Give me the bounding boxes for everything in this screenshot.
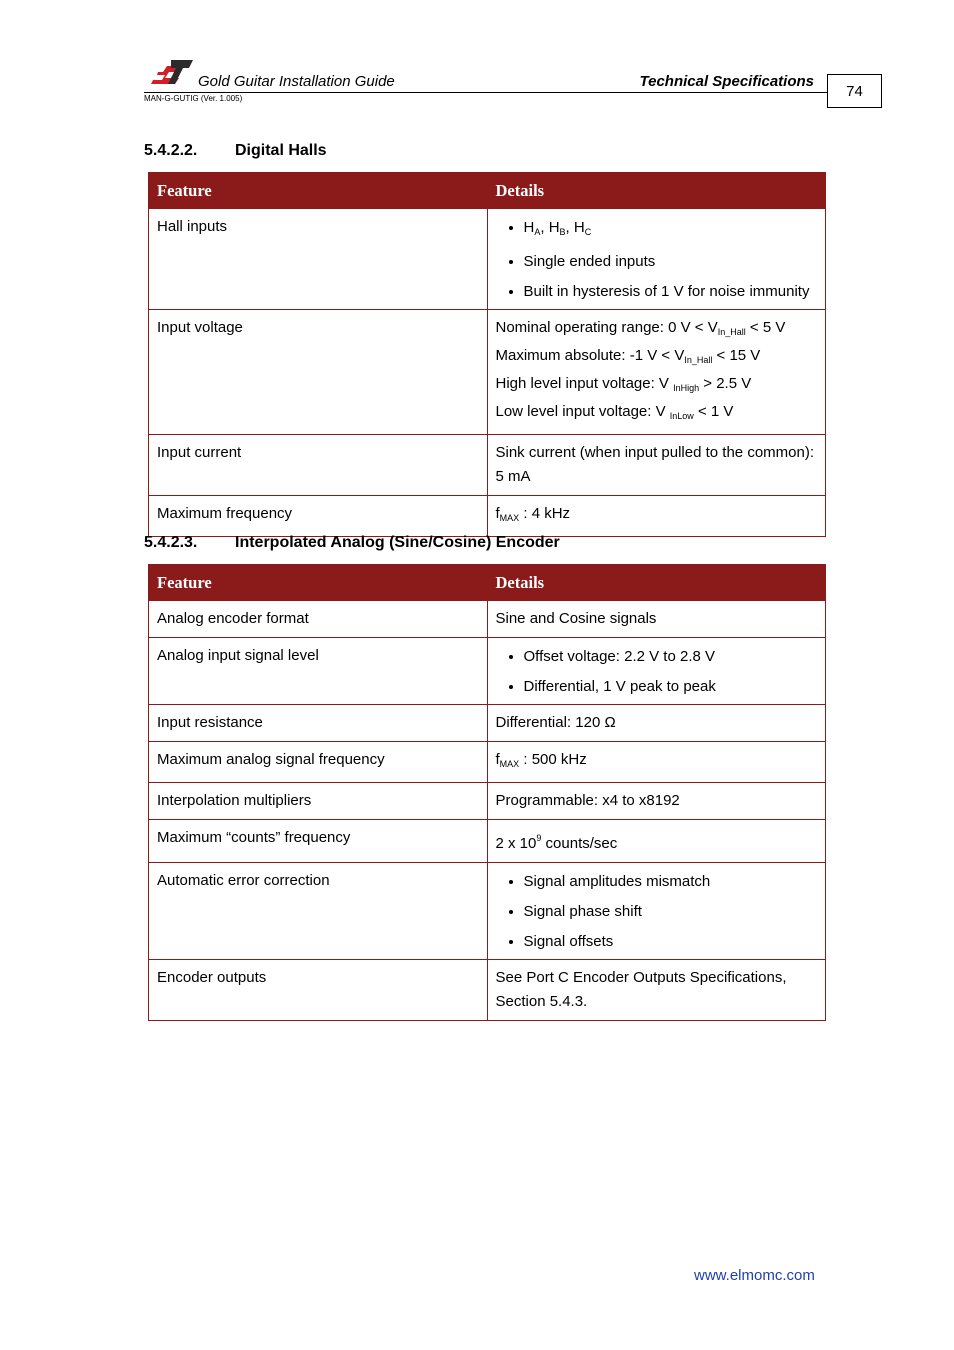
feature-cell: Input current bbox=[149, 435, 488, 496]
feature-cell: Interpolation multipliers bbox=[149, 783, 488, 820]
table-row bbox=[149, 310, 826, 435]
list-item: • $H_A$, $H_B$, $H_C$ bbox=[524, 215, 818, 249]
section-heading-text: Interpolated Analog (Sine/Cosine) Encoder bbox=[235, 534, 560, 551]
digital-halls-table bbox=[148, 172, 826, 537]
section-heading-text: Digital Halls bbox=[235, 142, 327, 159]
table-row bbox=[149, 742, 826, 783]
hall-inputs-list bbox=[496, 215, 818, 303]
section-heading-analog-encoder bbox=[144, 534, 560, 552]
page-number: 74 bbox=[827, 74, 882, 108]
voltage-line: High level input voltage: V $_{InHigh}$ > 2.5 V bbox=[495, 375, 752, 393]
feature-cell: Analog encoder format bbox=[149, 601, 488, 638]
feature-cell: Encoder outputs bbox=[149, 960, 488, 1021]
elmo-logo-icon bbox=[149, 58, 193, 86]
feature-cell: Maximum “counts” frequency bbox=[149, 820, 488, 863]
page-header bbox=[144, 56, 884, 112]
details-cell: Sink current (when input pulled to the common): 5 mA bbox=[487, 435, 826, 496]
list-item: • Differential, 1 V peak to peak bbox=[524, 674, 818, 698]
table-row bbox=[149, 960, 826, 1021]
details-cell: Differential: 120 Ω bbox=[487, 705, 826, 742]
feature-cell: Input resistance bbox=[149, 705, 488, 742]
details-cell bbox=[487, 310, 826, 435]
column-header-details: Details bbox=[487, 173, 826, 209]
feature-cell: Maximum analog signal frequency bbox=[149, 742, 488, 783]
list-item: • Signal offsets bbox=[524, 929, 818, 953]
list-item: • Single ended inputs bbox=[524, 249, 818, 279]
website-link[interactable]: www.elmomc.com bbox=[694, 1267, 815, 1284]
column-header-feature: Feature bbox=[149, 565, 488, 601]
section-number: 5.4.2.3. bbox=[144, 534, 198, 551]
details-cell: $f_{MAX}$ : 4 kHz bbox=[487, 496, 826, 537]
voltage-line: Nominal operating range: 0 $V < V_{In\_Hall} < 5$ V bbox=[495, 319, 786, 337]
table-row bbox=[149, 783, 826, 820]
list-item: • Signal amplitudes mismatch bbox=[524, 869, 818, 899]
details-cell bbox=[487, 863, 826, 960]
table-row bbox=[149, 601, 826, 638]
column-header-feature: Feature bbox=[149, 173, 488, 209]
feature-cell: Hall inputs bbox=[149, 209, 488, 310]
doc-version: MAN-G-GUTIG (Ver. 1.005) bbox=[144, 94, 243, 103]
section-number: 5.4.2.2. bbox=[144, 142, 198, 159]
details-cell: 2 x $10^9$ counts/sec bbox=[487, 820, 826, 863]
feature-cell: Automatic error correction bbox=[149, 863, 488, 960]
guide-title: Gold Guitar Installation Guide bbox=[198, 73, 395, 90]
analog-encoder-table bbox=[148, 564, 826, 1021]
details-cell bbox=[487, 638, 826, 705]
list-item: • Signal phase shift bbox=[524, 899, 818, 929]
section-title: Technical Specifications bbox=[639, 73, 814, 90]
signal-level-list bbox=[496, 644, 818, 698]
table-row bbox=[149, 435, 826, 496]
voltage-line: Low level input voltage: V $_{InLow}$ < 1 V bbox=[495, 403, 734, 421]
list-item: • Offset voltage: 2.2 V to 2.8 V bbox=[524, 644, 818, 674]
table-row bbox=[149, 209, 826, 310]
table-row bbox=[149, 820, 826, 863]
table-row bbox=[149, 863, 826, 960]
error-correction-list bbox=[496, 869, 818, 953]
table-row bbox=[149, 638, 826, 705]
details-cell: Sine and Cosine signals bbox=[487, 601, 826, 638]
section-heading-digital-halls bbox=[144, 142, 327, 160]
voltage-line: Maximum absolute: -1 $V < V_{In\_Hall} < 15$ V bbox=[495, 347, 761, 365]
list-item: • Built in hysteresis of 1 V for noise immunity bbox=[524, 279, 818, 303]
table-row bbox=[149, 705, 826, 742]
details-cell bbox=[487, 209, 826, 310]
table-row bbox=[149, 496, 826, 537]
details-cell: Programmable: x4 to x8192 bbox=[487, 783, 826, 820]
details-cell: See Port C Encoder Outputs Specifications, Section 5.4.3. bbox=[487, 960, 826, 1021]
header-divider bbox=[144, 92, 828, 93]
details-cell: $f_{MAX}$ : 500 kHz bbox=[487, 742, 826, 783]
column-header-details: Details bbox=[487, 565, 826, 601]
feature-cell: Input voltage bbox=[149, 310, 488, 435]
table-header-row bbox=[149, 565, 826, 601]
feature-cell: Maximum frequency bbox=[149, 496, 488, 537]
table-header-row bbox=[149, 173, 826, 209]
feature-cell: Analog input signal level bbox=[149, 638, 488, 705]
